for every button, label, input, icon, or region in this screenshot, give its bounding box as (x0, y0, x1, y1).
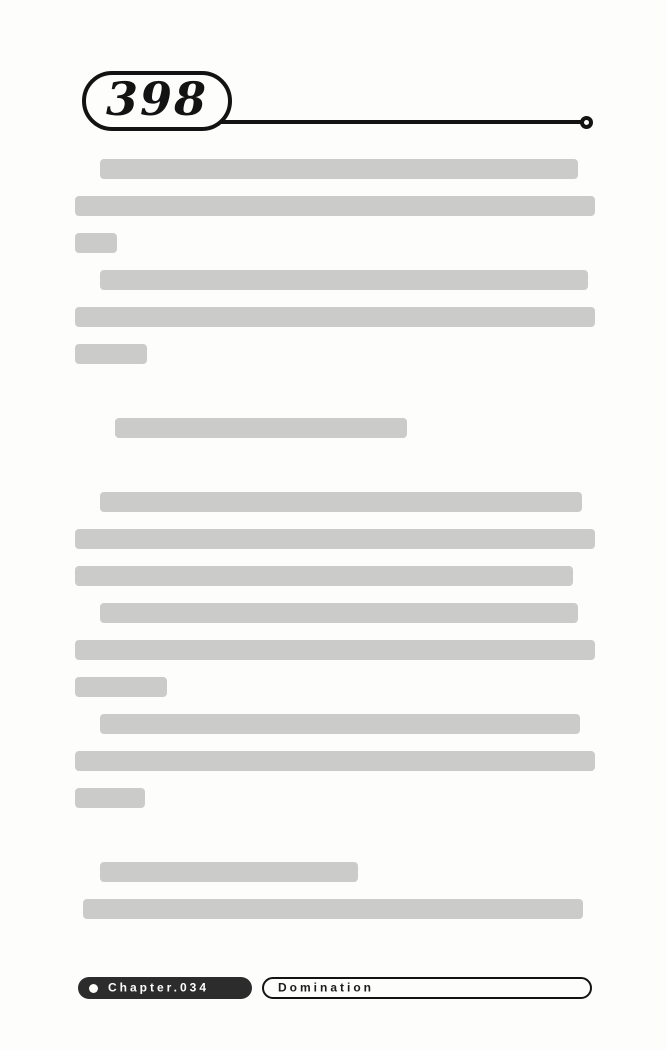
redacted-text-line (75, 742, 595, 779)
blank-line (75, 816, 595, 853)
redacted-text-line (75, 594, 595, 631)
chapter-badge (78, 977, 252, 999)
redacted-text-line (75, 298, 595, 335)
redacted-text-line (75, 779, 595, 816)
redacted-text-line (75, 853, 595, 890)
redacted-text-line (75, 520, 595, 557)
book-title-label: Domination (278, 980, 374, 995)
blank-line (75, 372, 595, 409)
redacted-text-line (75, 187, 595, 224)
page-number: 398 (105, 72, 209, 126)
redacted-text-line (75, 224, 595, 261)
redacted-text-line (75, 668, 595, 705)
redacted-text-line (75, 631, 595, 668)
blank-line (75, 446, 595, 483)
redacted-text-line (75, 261, 595, 298)
header-rule-end-dot (580, 116, 593, 129)
page-body (75, 150, 595, 927)
redacted-text-line (75, 705, 595, 742)
header-rule (220, 120, 582, 124)
redacted-text-line (75, 335, 595, 372)
redacted-text-line (75, 890, 595, 927)
chapter-label: Chapter.034 (108, 980, 210, 995)
redacted-text-line (75, 557, 595, 594)
redacted-text-line (75, 409, 595, 446)
redacted-text-line (75, 483, 595, 520)
page-number-badge (82, 71, 232, 131)
book-title-badge (262, 977, 592, 999)
redacted-text-line (75, 150, 595, 187)
bullet-icon (89, 984, 98, 993)
